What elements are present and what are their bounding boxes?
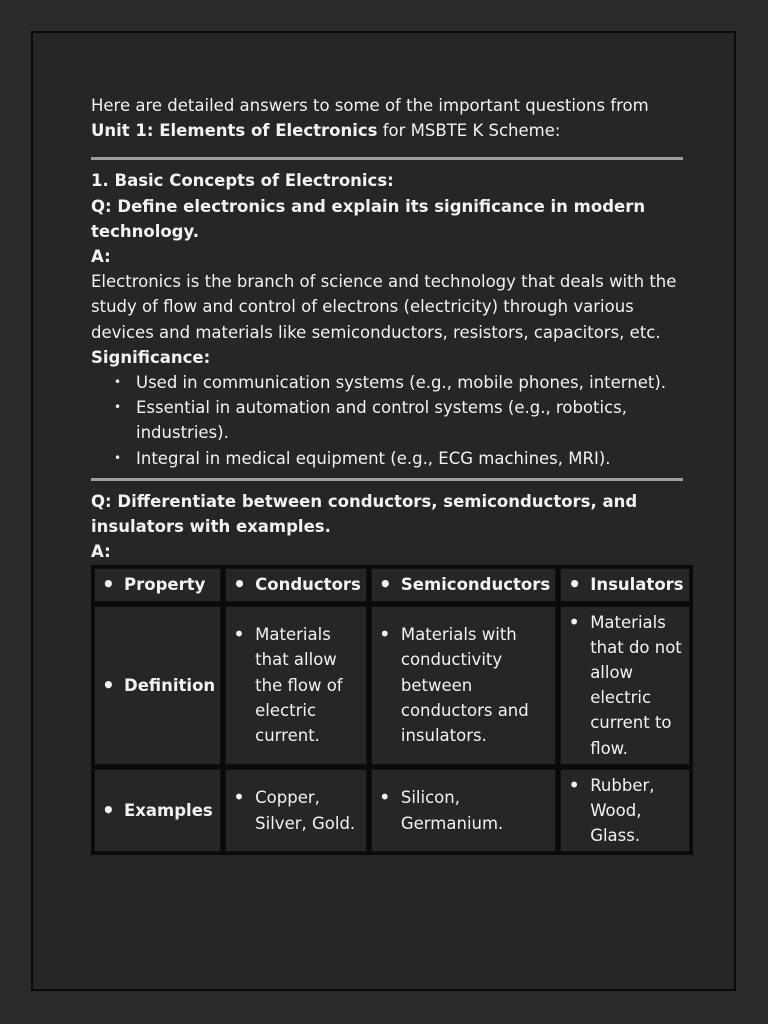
unit-title: Unit 1: Elements of Electronics — [91, 121, 378, 141]
answer-label-2: A: — [91, 542, 111, 562]
table-cell: • Materials that do not allow electric current to flow. — [559, 605, 690, 766]
table-cell: • Materials with conductivity between conductors and insulators. — [370, 605, 557, 766]
list-item: • Integral in medical equipment (e.g., ECG machines, MRI). — [136, 446, 683, 471]
horizontal-rule — [91, 157, 683, 160]
table-header-cell: • Semiconductors — [370, 567, 557, 602]
question-2: Q: Differentiate between conductors, semiconductors, and insulators with examples. — [91, 491, 638, 537]
intro-line: Here are detailed answers to some of the important questions from — [91, 96, 649, 115]
significance-label: Significance: — [91, 347, 211, 367]
document-content — [91, 93, 683, 855]
table-header-cell: • Conductors — [224, 567, 368, 602]
question-1: Q: Define electronics and explain its significance in modern technology. — [91, 196, 646, 241]
significance-list — [91, 370, 683, 471]
table-row — [93, 605, 691, 766]
table-header-row — [93, 567, 691, 602]
table-cell: • Examples — [93, 768, 222, 854]
section-heading: 1. Basic Concepts of Electronics: — [91, 171, 394, 191]
intro-line-rest: for MSBTE K Scheme: — [377, 121, 561, 141]
answer-text: Electronics is the branch of science and technology that deals with the study of flow and control of electrons (electricity) through various devices and materials like semiconductors, resistors, capacitors, etc. — [91, 272, 677, 342]
list-item: • Used in communication systems (e.g., mobile phones, internet). — [136, 370, 683, 395]
answer-label: A: — [91, 247, 111, 267]
table-cell: • Materials that allow the flow of electric current. — [224, 605, 368, 766]
list-item: • Essential in automation and control systems (e.g., robotics, industries). — [136, 395, 683, 445]
table-header-cell: • Property — [93, 567, 222, 602]
document-page — [31, 31, 736, 991]
horizontal-rule — [91, 478, 683, 481]
table-row — [93, 768, 691, 854]
table-cell: • Silicon, Germanium. — [370, 768, 557, 854]
comparison-table — [91, 565, 693, 855]
intro-paragraph — [91, 93, 683, 143]
table-cell: • Copper, Silver, Gold. — [224, 768, 368, 854]
table-cell: • Definition — [93, 605, 222, 766]
table-cell: • Rubber, Wood, Glass. — [559, 768, 690, 854]
table-header-cell: • Insulators — [559, 567, 690, 602]
